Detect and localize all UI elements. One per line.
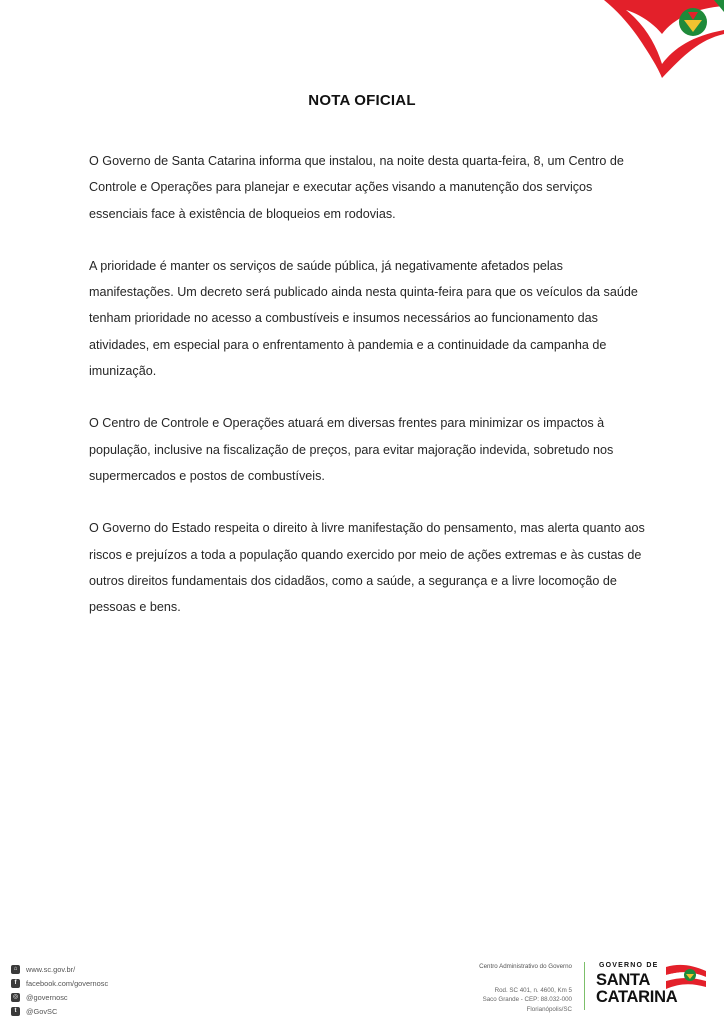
address-title: Centro Administrativo do Governo [479, 963, 572, 970]
facebook-icon: f [11, 979, 20, 988]
santa-catarina-flag-ribbon [604, 0, 724, 80]
document-body [89, 148, 649, 646]
logo-line-1: SANTA [596, 971, 651, 989]
twitter-link[interactable] [11, 1004, 108, 1018]
logo-flag-icon [666, 963, 706, 989]
address-line-1: Rod. SC 401, n. 4600, Km 5 [494, 986, 572, 994]
social-links [11, 962, 108, 1018]
logo-line-2: CATARINA [596, 988, 678, 1006]
address-line-2: Saco Grande - CEP: 88.032-000 [482, 996, 572, 1003]
facebook-link[interactable] [11, 976, 108, 990]
instagram-icon: ◎ [12, 994, 19, 1000]
paragraph-2: A prioridade é manter os serviços de saúde pública, já negativamente afetados pelas manifestações. Um decreto será publicado ainda nesta quinta-feira para que os veículos da saúde tenham prioridade no acesso a combustíveis e insumos necessários ao funcionamento das atividades, em especial para o enfrentamento à pandemia e a continuidade da campanha de imunização. [89, 258, 638, 379]
paragraph-1: O Governo de Santa Catarina informa que instalou, na noite desta quarta-feira, 8, um Centro de Controle e Operações para planejar e executar ações visando a manutenção dos serviços essenciais face à existência de bloqueios em rodovias. [89, 154, 624, 221]
logo-small-text: GOVERNO DE [599, 962, 659, 969]
instagram-text: @governosc [26, 992, 68, 1002]
footer-divider [584, 962, 585, 1010]
address-line-3: Florianópolis/SC [526, 1005, 572, 1013]
instagram-link[interactable] [11, 990, 108, 1004]
twitter-text: @GovSC [26, 1006, 58, 1016]
website-text: www.sc.gov.br/ [26, 964, 76, 974]
page-title: NOTA OFICIAL [308, 92, 416, 109]
twitter-icon: t [11, 1007, 20, 1016]
paragraph-3: O Centro de Controle e Operações atuará em diversas frentes para minimizar os impactos à população, inclusive na fiscalização de preços, para evitar majoração indevida, sobretudo nos supermercados e postos de combustíveis. [89, 416, 614, 483]
web-icon: ⌂ [11, 965, 20, 974]
facebook-text: facebook.com/governosc [26, 978, 109, 988]
governo-sc-logo [596, 962, 708, 1010]
paragraph-4: O Governo do Estado respeita o direito à livre manifestação do pensamento, mas alerta quanto aos riscos e prejuízos a toda a população quando exercido por meio de ações extremas e às custas de outros direitos fundamentais dos cidadãos, como a saúde, a segurança e a livre locomoção de pessoas e bens. [89, 521, 645, 615]
website-link[interactable] [11, 962, 108, 976]
address-block [420, 962, 572, 1014]
